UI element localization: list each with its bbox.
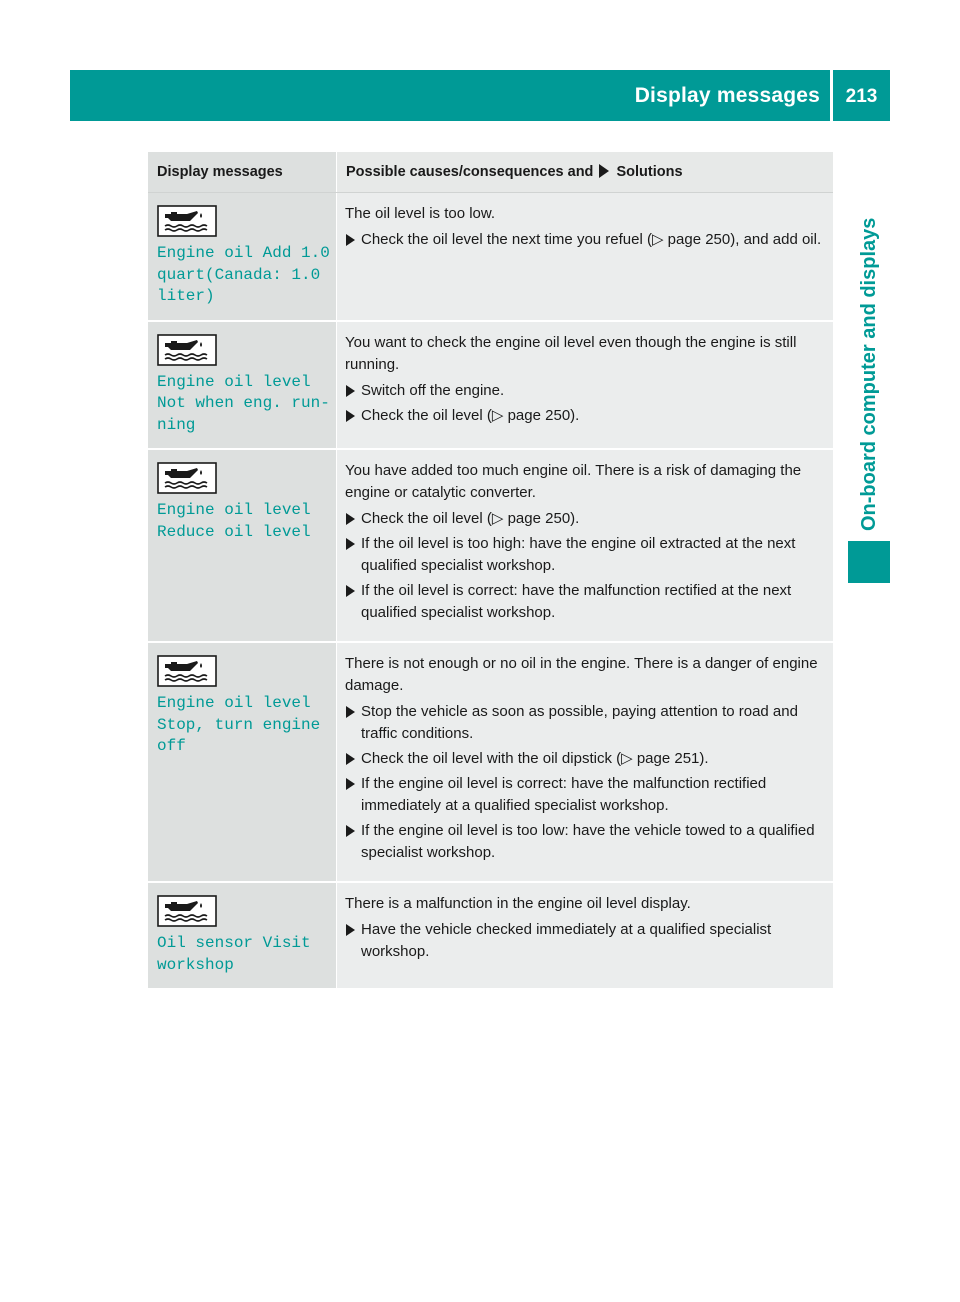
display-message-text: Engine oil level Stop, turn engine off [157, 694, 321, 755]
cause-text: The oil level is too low. [345, 205, 496, 222]
column-header-solutions-label: Solutions [616, 164, 683, 180]
solution-step [345, 533, 825, 577]
oil-can-level-icon [157, 895, 217, 927]
solution-step [345, 701, 825, 745]
solution-step [345, 380, 825, 402]
oil-can-level-icon [157, 462, 217, 494]
table-body [148, 193, 833, 990]
solution-step-text: If the oil level is too high: have the engine oil extracted at the next qualified specialist workshop. [361, 535, 796, 574]
solution-step-text: Check the oil level the next time you refuel (▷ page 250), and add oil. [361, 231, 822, 248]
chapter-tab-marker [848, 541, 890, 583]
solution-step-text: If the engine oil level is too low: have the vehicle towed to a qualified specialist workshop. [361, 822, 815, 861]
solution-cell [337, 322, 833, 449]
arrow-right-icon [346, 825, 355, 837]
page-header [70, 70, 890, 121]
solution-step-text: Have the vehicle checked immediately at a qualified specialist workshop. [361, 921, 772, 960]
section-title: Display messages [634, 84, 820, 107]
page-number: 213 [845, 86, 878, 107]
solution-cell [337, 193, 833, 320]
solution-steps [345, 701, 825, 864]
table-row [148, 883, 833, 990]
display-message-text: Engine oil level Reduce oil level [157, 501, 311, 541]
arrow-right-icon [599, 164, 609, 178]
message-cell [148, 450, 337, 641]
solution-steps [345, 229, 825, 251]
solution-cell [337, 643, 833, 881]
solution-step-text: Check the oil level (▷ page 250). [361, 510, 580, 527]
solution-cell [337, 450, 833, 641]
arrow-right-icon [346, 410, 355, 422]
display-message-text: Engine oil level Not when eng. run‐ ning [157, 372, 330, 434]
cause-text: You have added too much engine oil. There is a risk of damaging the engine or catalytic converter. [345, 462, 802, 501]
arrow-right-icon [346, 538, 355, 550]
column-header-messages: Display messages [148, 152, 337, 192]
oil-can-level-icon [157, 334, 217, 366]
table-header [148, 152, 833, 193]
cause-text: There is not enough or no oil in the engine. There is a danger of engine damage. [345, 655, 818, 694]
column-header-causes: Possible causes/consequences and [346, 164, 594, 180]
solution-step [345, 919, 825, 963]
solution-step [345, 580, 825, 624]
solution-cell [337, 883, 833, 988]
message-cell [148, 883, 337, 988]
solution-step-text: Check the oil level (▷ page 250). [361, 406, 580, 424]
solution-step-text: Switch off the engine. [361, 381, 505, 399]
arrow-right-icon [346, 753, 355, 765]
arrow-right-icon [346, 778, 355, 790]
arrow-right-icon [346, 385, 355, 397]
solution-step [345, 773, 825, 817]
solution-step [345, 405, 825, 427]
display-message-text: Engine oil Add 1.0 quart(Canada: 1.0 liter) [157, 244, 330, 305]
arrow-right-icon [346, 706, 355, 718]
message-cell [148, 322, 337, 449]
solution-step [345, 748, 825, 770]
table-row [148, 450, 833, 643]
message-cell [148, 193, 337, 320]
solution-step [345, 820, 825, 864]
chapter-tab-label: On-board computer and displays [858, 217, 880, 531]
solution-step-text: Stop the vehicle as soon as possible, paying attention to road and traffic conditions. [361, 703, 798, 742]
solution-step [345, 229, 825, 251]
arrow-right-icon [346, 924, 355, 936]
arrow-right-icon [346, 513, 355, 525]
arrow-right-icon [346, 234, 355, 246]
solution-step-text: If the engine oil level is correct: have the malfunction rectified immediately at a qualified specialist workshop. [361, 775, 767, 814]
message-cell [148, 643, 337, 881]
table-row [148, 643, 833, 883]
column-header-solutions [337, 152, 833, 192]
display-messages-table [148, 152, 833, 990]
table-row [148, 193, 833, 322]
solution-steps [345, 508, 825, 624]
display-message-text: Oil sensor Visit workshop [157, 934, 311, 974]
solution-step-text: If the oil level is correct: have the malfunction rectified at the next qualified specialist workshop. [361, 582, 792, 621]
solution-steps [345, 919, 825, 963]
solution-steps [345, 380, 825, 427]
oil-can-level-icon [157, 205, 217, 237]
solution-step [345, 508, 825, 530]
solution-step-text: Check the oil level with the oil dipstick (▷ page 251). [361, 750, 709, 767]
cause-text: There is a malfunction in the engine oil level display. [345, 895, 691, 912]
cause-text: You want to check the engine oil level even though the engine is still running. [345, 333, 797, 373]
oil-can-level-icon [157, 655, 217, 687]
table-row [148, 322, 833, 451]
arrow-right-icon [346, 585, 355, 597]
